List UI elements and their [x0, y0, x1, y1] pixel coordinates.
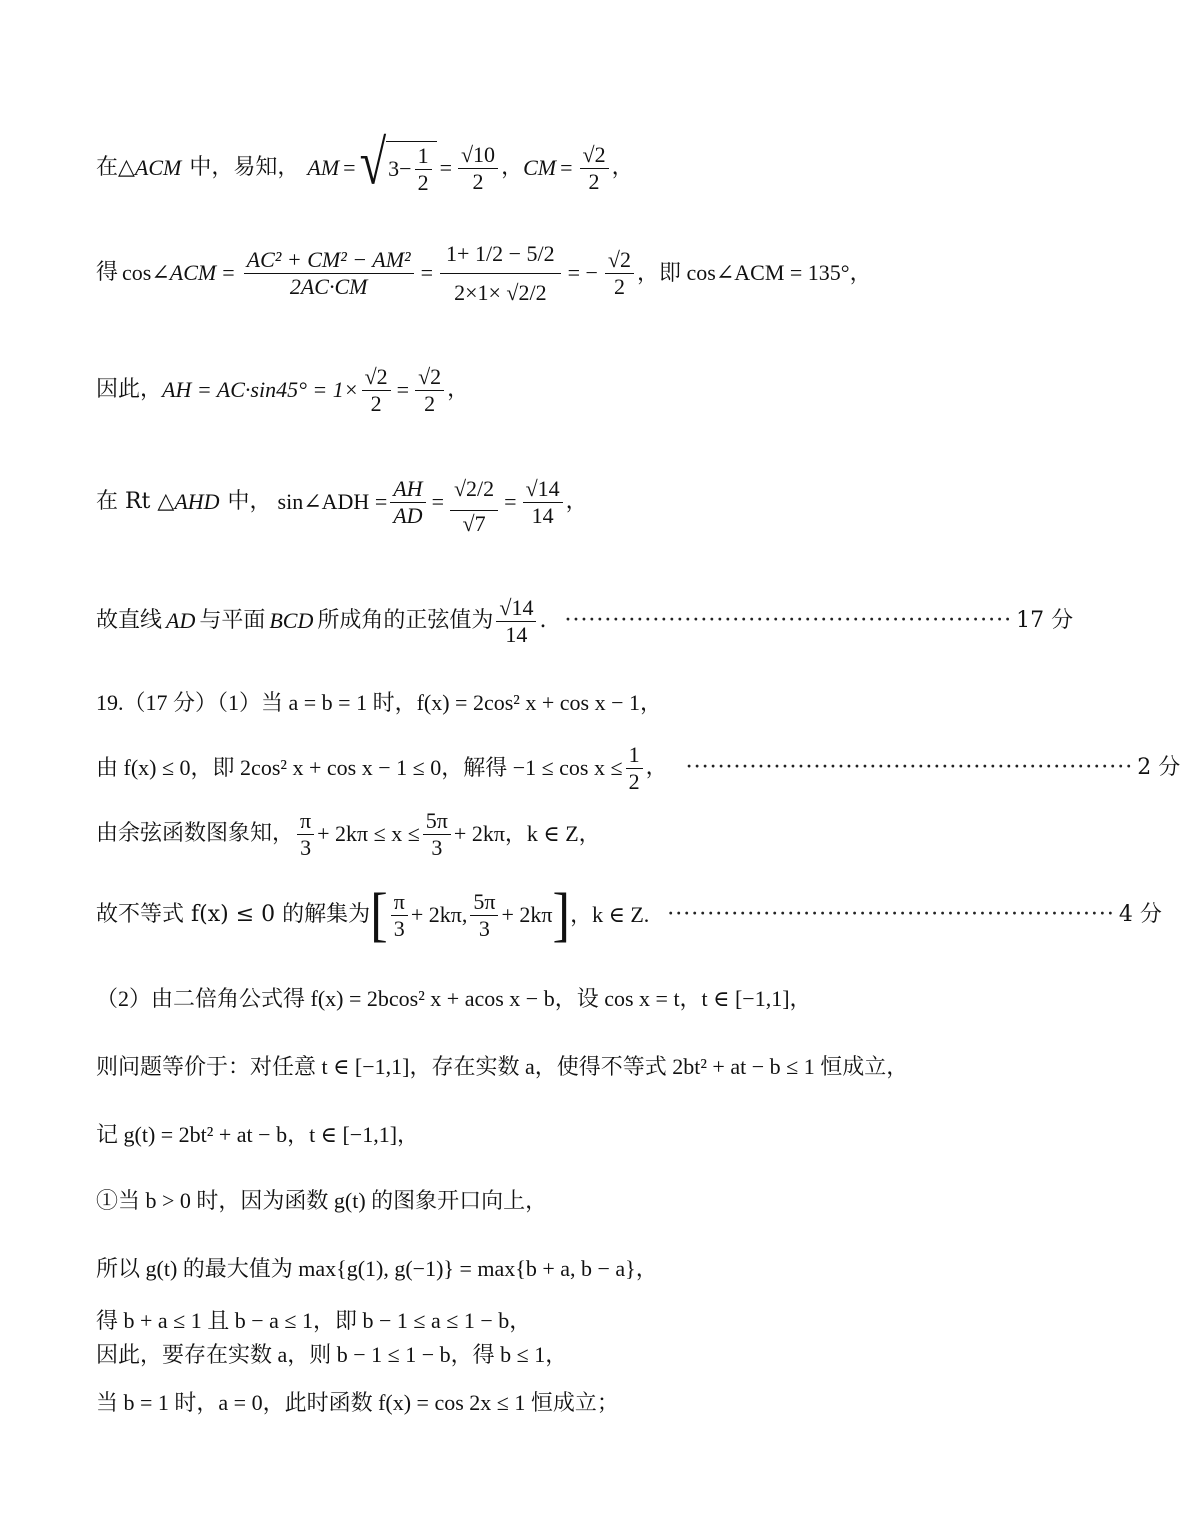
- operator: =: [439, 155, 452, 180]
- fraction: $\frac{√2}{2}$: [605, 247, 634, 299]
- text: 与平面: [199, 608, 266, 633]
- solution-line-16: [96, 1340, 1008, 1370]
- solution-line-17: [96, 1388, 1008, 1418]
- score-label: 4 分: [1118, 902, 1162, 927]
- fraction: $\frac{5\pi}{3}$: [470, 889, 498, 941]
- text: 因此，: [96, 377, 163, 402]
- operator: =: [560, 155, 573, 180]
- solution-line-5: [96, 590, 1074, 652]
- operator: =: [420, 260, 434, 285]
- fraction: $\frac{5\pi}{3}$: [423, 808, 451, 860]
- operator: =: [343, 155, 356, 180]
- text: 记 g(t) = 2bt² + at − b，t ∈ [−1,1]，: [96, 1122, 420, 1147]
- text: 得 b + a ≤ 1 且 b − a ≤ 1，即 b − 1 ≤ a ≤ 1 − b，: [96, 1308, 532, 1333]
- left-bracket: [: [370, 881, 388, 948]
- math-var: AM: [307, 155, 340, 180]
- math-var: CM: [523, 155, 557, 180]
- solution-line-8: [96, 806, 1008, 862]
- text: .: [539, 608, 547, 633]
- text: ，: [645, 755, 668, 780]
- math-expression: + 2kπ，k ∈ Z，: [453, 821, 601, 846]
- right-bracket: ]: [552, 881, 571, 948]
- text: ，k ∈ Z.: [570, 902, 650, 927]
- dot-leader: ························································: [564, 608, 1013, 633]
- text: 在 Rt △: [96, 489, 175, 514]
- solution-line-13: [96, 1186, 1008, 1216]
- text: 在△: [96, 155, 135, 180]
- text: 因此，要存在实数 a，则 b − 1 ≤ 1 − b，得 b ≤ 1，: [96, 1342, 568, 1367]
- question-heading: 19.（17 分）（1）当 a = b = 1 时，f(x) = 2cos² x + cos x − 1，: [96, 690, 663, 715]
- dot-leader: ························································: [667, 902, 1115, 927]
- fraction: $\frac{AH}{AD}$: [390, 476, 425, 528]
- solution-line-12: [96, 1120, 1008, 1150]
- fraction: $\frac{√2}{2}$: [415, 364, 444, 416]
- math-var: ACM: [169, 260, 217, 285]
- text: 所以 g(t) 的最大值为 max{g(1), g(−1)} = max{b + a, b − a}，: [96, 1256, 658, 1281]
- solution-line-2: [96, 218, 1008, 328]
- text: ，: [501, 155, 524, 180]
- compound-fraction: $\frac{1+ 1/2 - 5/2}{2\times 1\times √2/2}$: [440, 235, 561, 311]
- math-var: AHD: [174, 489, 220, 514]
- solution-line-4: [96, 452, 1008, 552]
- operator: = −: [567, 260, 598, 285]
- math-expression: + 2kπ,: [410, 902, 468, 927]
- score-label: 17 分: [1016, 608, 1074, 633]
- text: 故直线: [96, 608, 163, 633]
- text: 由 f(x) ≤ 0，即 2cos² x + cos x − 1 ≤ 0，解得 −1 ≤ cos x ≤: [96, 755, 623, 780]
- fraction: $\frac{\pi}{3}$: [391, 889, 408, 941]
- solution-line-15: [96, 1306, 1008, 1336]
- math-expression: + 2kπ ≤ x ≤: [317, 821, 420, 846]
- sqrt-expression: √ 3− $\frac{1}{2}$: [360, 141, 437, 195]
- text: ，: [611, 155, 634, 180]
- text: 中，易知，: [189, 155, 300, 180]
- solution-line-9: [96, 881, 1162, 948]
- fraction: $\frac{√2}{2}$: [580, 142, 609, 194]
- fraction: $\frac{1}{2}$: [626, 742, 643, 794]
- text: （2）由二倍角公式得 f(x) = 2bcos² x + acos x − b，设 cos x = t，t ∈ [−1,1]，: [96, 986, 812, 1011]
- text: ，: [565, 489, 588, 514]
- text: 得: [96, 260, 119, 285]
- solution-line-10: [96, 984, 1008, 1014]
- fraction: $\frac{\text{AC² + CM² − AM²}}{2AC\cdot CM}$: [244, 247, 414, 299]
- operator: =: [431, 489, 444, 514]
- fraction: $\frac{\pi}{3}$: [297, 808, 314, 860]
- solution-line-6: [96, 688, 1008, 718]
- text: 由余弦函数图象知，: [96, 821, 295, 846]
- math-var: ACM: [134, 155, 182, 180]
- solution-line-7: [96, 740, 1180, 796]
- text: 所成角的正弦值为: [317, 608, 494, 633]
- text: 则问题等价于：对任意 t ∈ [−1,1]，存在实数 a，使得不等式 2bt² + at − b ≤ 1 恒成立，: [96, 1054, 909, 1079]
- solution-line-11: [96, 1052, 1008, 1082]
- solution-line-1: [96, 129, 1008, 199]
- text: 故不等式 f(x) ≤ 0 的解集为: [96, 902, 371, 927]
- fraction: $\frac{√14}{14}$: [523, 476, 563, 528]
- text: 3−: [388, 156, 412, 181]
- dot-leader: ························································: [685, 755, 1134, 780]
- operator: =: [396, 377, 410, 402]
- operator: =: [504, 489, 517, 514]
- fraction: $\frac{1}{2}$: [415, 143, 432, 195]
- score-label: 2 分: [1137, 755, 1180, 780]
- fraction: $\frac{√2}{2}$: [362, 364, 391, 416]
- operator: =: [222, 260, 235, 285]
- math-expression: sin∠ADH =: [277, 489, 388, 514]
- fraction: $\frac{√10}{2}$: [458, 142, 498, 194]
- math-expression: AH = AC·sin45° = 1×: [162, 377, 359, 402]
- compound-fraction: $\frac{√2/2}{√7}$: [450, 468, 498, 536]
- math-var: BCD: [269, 608, 314, 633]
- math-expression: + 2kπ: [501, 902, 553, 927]
- fraction: $\frac{√14}{14}$: [496, 595, 536, 647]
- text: ，即 cos∠ACM = 135°，: [637, 260, 872, 285]
- solution-line-14: [96, 1254, 1008, 1284]
- text: ，: [447, 377, 470, 402]
- text: 当 b = 1 时，a = 0，此时函数 f(x) = cos 2x ≤ 1 恒成立；: [96, 1390, 619, 1415]
- text: 中，: [227, 489, 272, 514]
- text: ①当 b > 0 时，因为函数 g(t) 的图象开口向上，: [96, 1188, 548, 1213]
- solution-line-3: [96, 360, 1008, 420]
- math-text: cos∠: [122, 260, 170, 285]
- math-var: AD: [166, 608, 196, 633]
